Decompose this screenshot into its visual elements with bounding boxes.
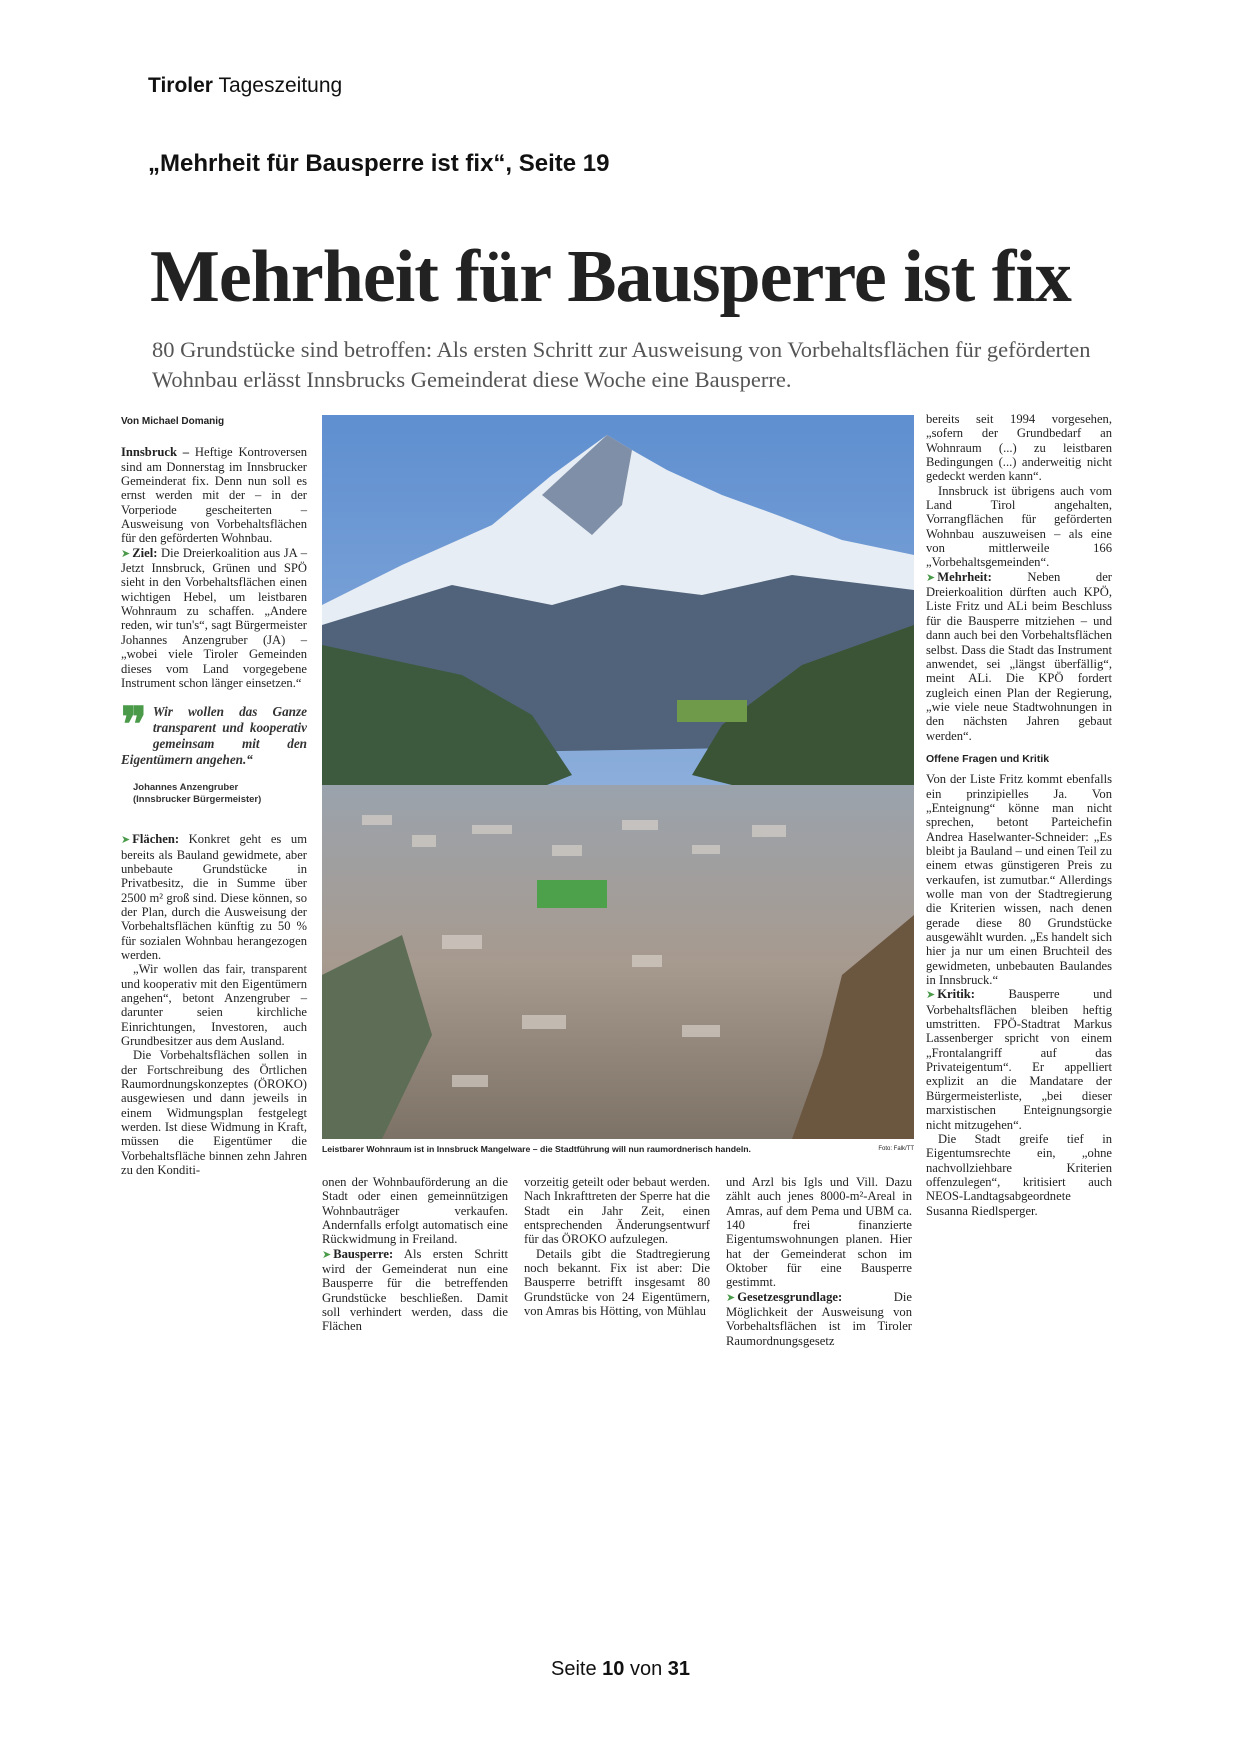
article-column-2 xyxy=(322,1175,508,1334)
article-column-4 xyxy=(726,1175,912,1348)
headline: Mehrheit für Bausperre ist fix xyxy=(150,236,1071,318)
paragraph: Von der Liste Fritz kommt ebenfalls ein prinzipielles Ja. Von „Enteignung“ könne man nicht sprechen, betont Parteichefin Andrea Haselwanter-Schneider: „Es bleibt ja Bauland – und einen Teil zu einem etwas günstigeren Preis zu verkaufen, ist zumutbar.“ Allerdings wolle man von der Stadtregierung die Kriterien wissen, nach denen gerade diese 80 Grundstücke ausgewählt wurden. „Es handelt sich hier ja nur um einen Bruchteil des gewidmeten, unbebauten Baulandes in Innsbruck.“ xyxy=(926,772,1112,988)
paragraph: und Arzl bis Igls und Vill. Dazu zählt auch jenes 8000-m²-Areal in Amras, auf dem Pema und UBM ca. 140 frei finanzierte Eigentumswohnungen planen. Hier hat der Gemeinderat schon im Oktober für eine Bausperre gestimmt. xyxy=(726,1175,912,1290)
paragraph: Details gibt die Stadtregierung noch bekannt. Fix ist aber: Die Bausperre betrifft insgesamt 80 Grundstücke von 24 Eigentümern, von Amras bis Hötting, von Mühlau xyxy=(524,1246,710,1319)
paragraph: Innsbruck – Heftige Kontroversen sind am Donnerstag im Innsbrucker Gemeinderat fix. Denn nun soll es ernst werden mit der – in der Vorperiode gescheiterten – Ausweisung von Vorbehaltsflächen für den geförderten Wohnbau. xyxy=(121,445,307,546)
pull-quote: ❞ Wir wollen das Ganze transparent und kooperativ gemeinsam mit den Eigentümern angehen.“ Johannes Anzengruber (Innsbrucker Bürgermeister) xyxy=(121,697,307,806)
arrow-icon: ➤ xyxy=(121,546,131,560)
paragraph: Innsbruck ist übrigens auch vom Land Tirol angehalten, Vorrangflächen für geförderten Wohnbau auszuweisen – als eine von mittlerweile 166 „Vorbehaltsgemeinden“. xyxy=(926,483,1112,570)
page-number: Seite 10 von 31 xyxy=(550,1658,691,1680)
paragraph: vorzeitig geteilt oder bebaut werden. Nach Inkrafttreten der Sperre hat die Stadt ein Jahr Zeit, einen entsprechenden Änderungsentwurf für das ÖROKO aufzulegen. xyxy=(524,1175,710,1247)
arrow-icon: ➤ xyxy=(322,1247,332,1261)
paragraph: ➤ Bausperre: Als ersten Schritt wird der Gemeinderat nun eine Bausperre für die betreffenden Grundstücke beschließen. Damit soll verhindert werden, dass die Flächen xyxy=(322,1246,508,1334)
innsbruck-city-photo xyxy=(322,415,914,1139)
arrow-icon: ➤ xyxy=(926,570,936,584)
photo-credit: Foto: Falk/TT xyxy=(878,1146,914,1152)
quote-mark-icon: ❞ xyxy=(121,697,147,754)
section-subheading: Offene Fragen und Kritik xyxy=(926,752,1050,765)
paragraph: ➤ Gesetzesgrundlage: Die Möglichkeit der Ausweisung von Vorbehaltsflächen ist im Tiroler Raumordnungsgesetz xyxy=(726,1289,912,1348)
arrow-icon: ➤ xyxy=(726,1290,736,1304)
paragraph: ➤ Flächen: Konkret geht es um bereits als Bauland gewidmete, aber unbebaute Grundstücke in Privatbesitz, die in Summe über 2500 m² groß sind. Diese können, so der Plan, durch die Ausweisung der Vorbehaltsflächen künftig zu 50 % für sozialen Wohnbau herangezogen werden. xyxy=(121,832,307,962)
arrow-icon: ➤ xyxy=(926,988,936,1002)
paragraph: Die Vorbehaltsflächen sollen in der Fortschreibung des Örtlichen Raumordnungskonzeptes (ÖROKO) ausgewiesen und dann jeweils in einem Widmungsplan festgelegt werden. Ist diese Widmung in Kraft, müssen die Eigentümer die Vorbehaltsfläche binnen zehn Jahren zu den Konditi- xyxy=(121,1048,307,1178)
article-reference: „Mehrheit für Bausperre ist fix“, Seite 19 xyxy=(148,150,610,177)
quote-attribution: Johannes Anzengruber (Innsbrucker Bürgermeister) xyxy=(133,782,262,806)
arrow-icon: ➤ xyxy=(121,833,131,847)
paragraph: ➤ Mehrheit: Neben der Dreierkoalition dürften auch KPÖ, Liste Fritz und ALi beim Beschluss für die Bausperre mitziehen – und dann auch bei den Vorbehaltsflächen selbst. Dass die Stadt das Instrument anwendet, sei „längst überfällig“, meint ALi. Die KPÖ fordert zugleich einen Plan der Regierung, „wie viele neue Stadtwohnungen in den nächsten Jahren gebaut werden“. xyxy=(926,569,1112,743)
publication-name: Tiroler Tageszeitung xyxy=(148,74,343,97)
paragraph: bereits seit 1994 vorgesehen, „sofern der Grundbedarf an Wohnraum (...) zu leistbaren Bedingungen (...) anderweitig nicht gedeckt werden kann“. xyxy=(926,412,1112,484)
paragraph: Die Stadt greife tief in Eigentumsrechte ein, „ohne nachvollziehbare Kriterien offenzulegen“, kritisiert auch NEOS-Landtagsabgeordnete Susanna Riedlsperger. xyxy=(926,1131,1112,1218)
subheadline: 80 Grundstücke sind betroffen: Als ersten Schritt zur Ausweisung von Vorbehaltsflächen für geförderten Wohnbau erlässt Innsbrucks Gemeinderat diese Woche eine Bausperre. xyxy=(152,337,1091,392)
paragraph: ➤ Ziel: Die Dreierkoalition aus JA – Jetzt Innsbruck, Grünen und SPÖ sieht in den Vorbehaltsflächen einen wichtigen Hebel, um leistbaren Wohnraum zu schaffen. „Andere reden, wir tun's“, sagt Bürgermeister Johannes Anzengruber (JA) – „wobei viele Tiroler Gemeinden dieses vom Land vorgegebene Instrument schon länger einsetzen.“ xyxy=(121,545,307,690)
paragraph: onen der Wohnbauförderung an die Stadt oder einen gemeinnützigen Wohnbauträger verkaufen. Andernfalls erfolgt automatisch eine Rückwidmung in Freiland. xyxy=(322,1175,508,1247)
photo-caption: Leistbarer Wohnraum ist in Innsbruck Mangelware – die Stadtführung will nun raumordnerisch handeln. Foto: Falk/TT xyxy=(322,1144,914,1154)
article-column-1 xyxy=(121,415,307,1177)
article-column-3 xyxy=(524,1175,710,1318)
paragraph: ➤ Kritik: Bausperre und Vorbehaltsflächen bleiben heftig umstritten. FPÖ-Stadtrat Markus Lassenberger spricht von einem „Frontalangriff auf das Privateigentum“. Er appelliert explizit an die Mandatare der Bürgermeisterliste, „bei dieser marxistischen Enteignungsorgie nicht mitzugehen“. xyxy=(926,987,1112,1132)
paragraph: „Wir wollen das fair, transparent und kooperativ mit den Eigentümern angehen“, betont Anzengruber – darunter seien kirchliche Einrichtungen, Investoren, auch Grundbesitzer aus dem Ausland. xyxy=(121,962,307,1048)
byline: Von Michael Domanig xyxy=(121,416,225,427)
article-column-5 xyxy=(926,412,1112,1218)
